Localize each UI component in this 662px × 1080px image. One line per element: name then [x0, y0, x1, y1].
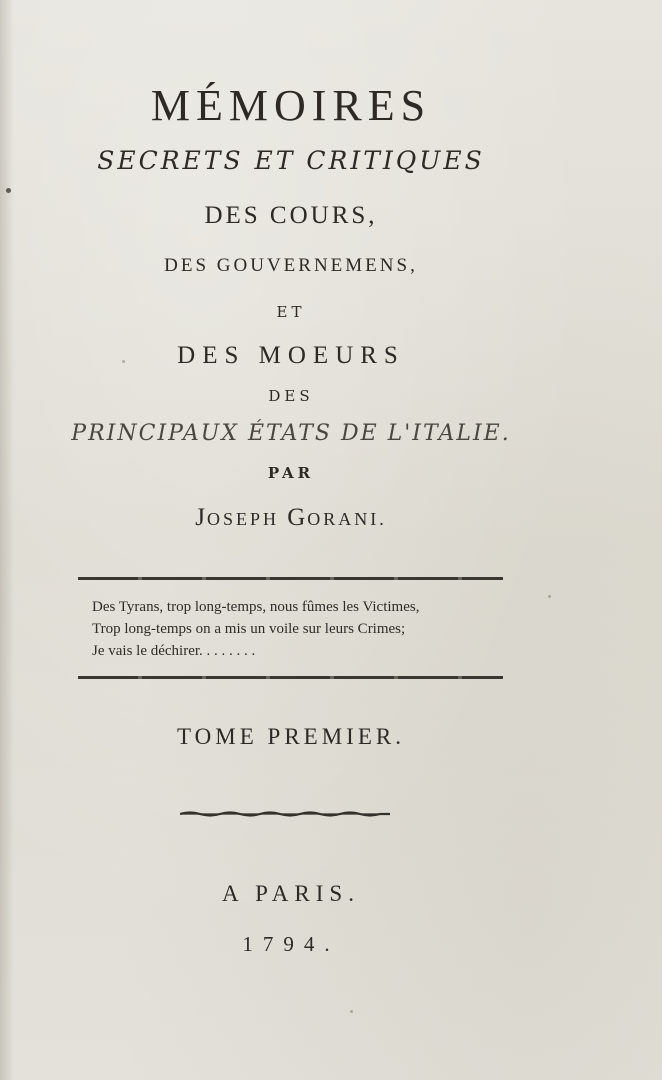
main-title: MÉMOIRES [150, 81, 432, 130]
subtitle-des-moeurs: DES MOEURS [177, 342, 405, 369]
imprint-year: 1794. [242, 932, 340, 956]
top-rule-divider [78, 577, 503, 580]
paper-speck [122, 360, 125, 363]
byline-par: PAR [267, 464, 315, 482]
paper-speck [6, 188, 11, 193]
author-name [0, 505, 582, 530]
subtitle-et: ET [276, 303, 306, 321]
epigraph [92, 596, 512, 662]
ornament-rule [180, 811, 390, 817]
author-last-initial: G [287, 504, 308, 531]
subtitle-des-gouvernemens: DES GOUVERNEMENS, [164, 255, 418, 276]
author-first-initial: J [195, 504, 207, 531]
author-last-rest: ORANI. [307, 509, 387, 529]
epigraph-line: Je vais le déchirer. . . . . . . . [92, 643, 256, 659]
subtitle-des-cours: DES COURS, [204, 202, 378, 229]
bottom-rule-divider [78, 676, 503, 679]
volume-label: TOME PREMIER. [177, 724, 405, 749]
author-first-rest: OSEPH [206, 509, 279, 529]
epigraph-line: Des Tyrans, trop long-temps, nous fûmes les Victimes, [92, 599, 420, 615]
epigraph-line: Trop long-temps on a mis un voile sur leurs Crimes; [92, 621, 406, 637]
subtitle-principaux-etats: PRINCIPAUX ÉTATS DE L'ITALIE. [71, 421, 511, 446]
subtitle-secrets-et-critiques: SECRETS ET CRITIQUES [97, 146, 485, 175]
imprint-place: A PARIS. [222, 881, 360, 906]
paper-speck [350, 1010, 353, 1013]
paper-speck [548, 595, 551, 598]
subtitle-des: DES [268, 387, 314, 405]
